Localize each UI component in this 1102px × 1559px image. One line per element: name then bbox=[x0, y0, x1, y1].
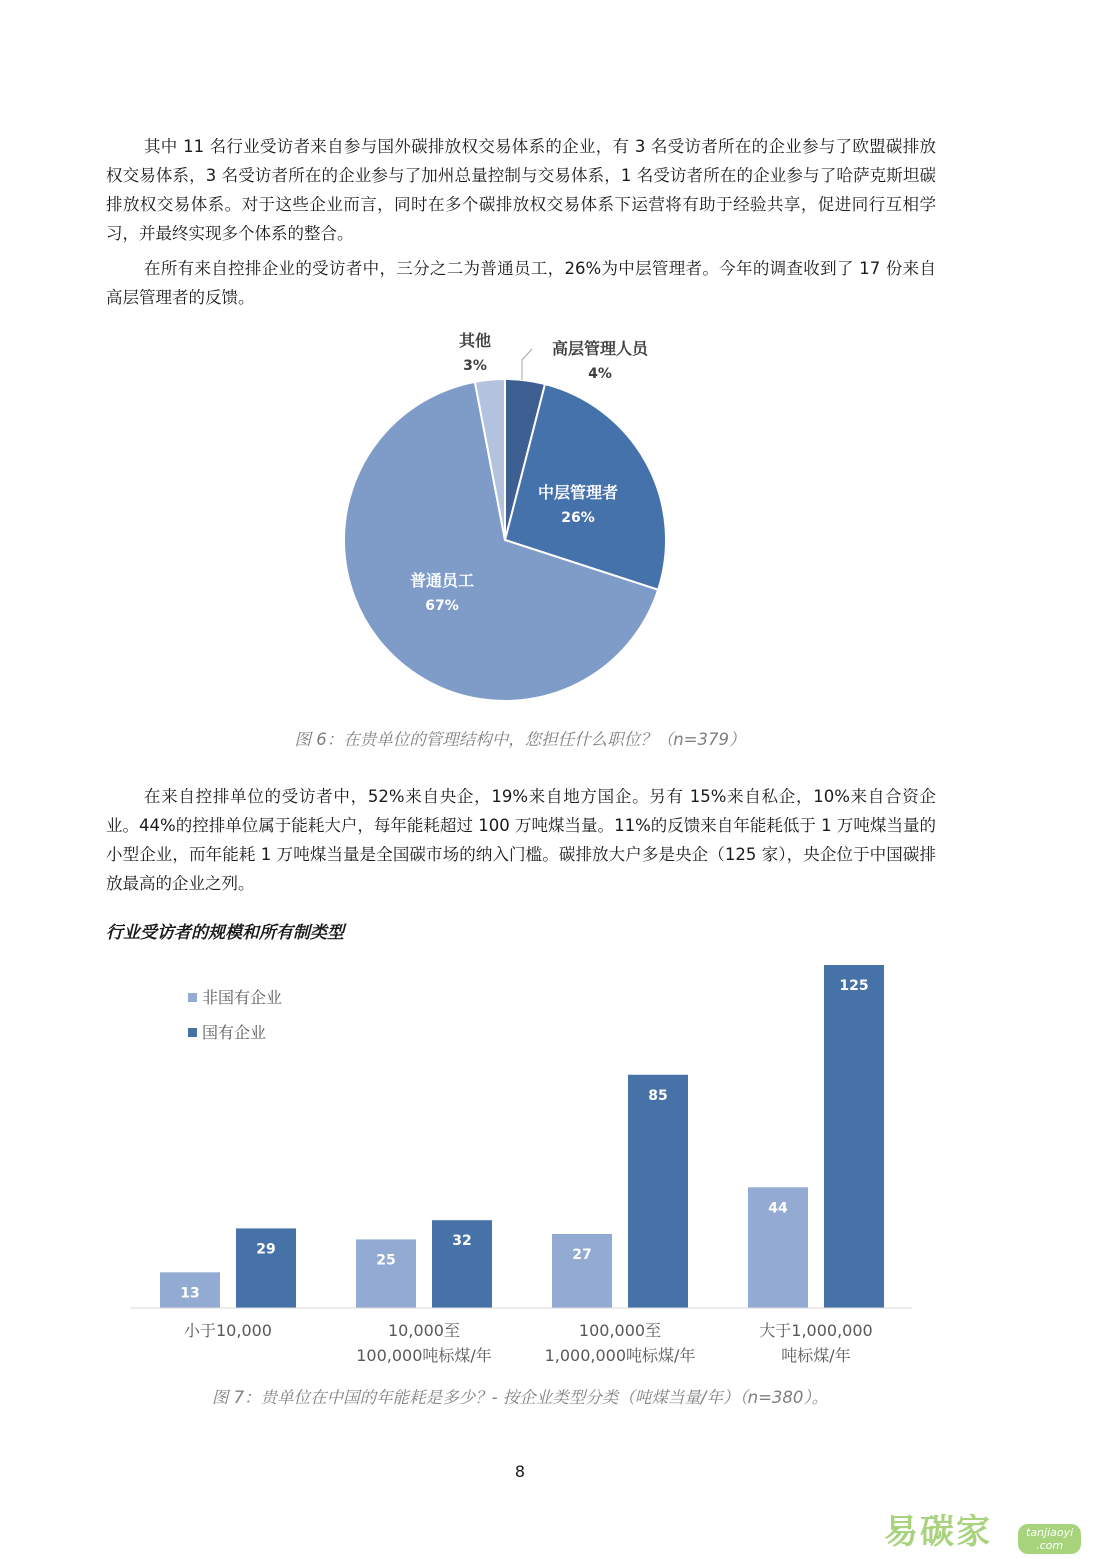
pie-slice-value: 3% bbox=[463, 358, 487, 374]
energy-bar-chart bbox=[100, 950, 930, 1375]
bar-value-label: 29 bbox=[256, 1241, 276, 1258]
watermark-site-line1: tanjiaoyi bbox=[1026, 1526, 1074, 1539]
paragraph-roles: 在所有来自控排企业的受访者中，三分之二为普通员工，26%为中层管理者。今年的调查收到了 17 份来自高层管理者的反馈。 bbox=[106, 259, 936, 307]
pie-leader-line bbox=[522, 349, 532, 380]
watermark-logo bbox=[884, 1504, 1094, 1552]
x-tick-label: 10,000至 bbox=[388, 1321, 460, 1340]
page-number: 8 bbox=[514, 1462, 526, 1481]
bar-value-label: 13 bbox=[180, 1285, 200, 1302]
figure-7-caption: 图 7：贵单位在中国的年能耗是多少？- 按企业类型分类（吨煤当量/年）（n=380）。 bbox=[211, 1388, 829, 1407]
role-pie-chart bbox=[300, 320, 720, 720]
figure-6-caption: 图 6：在贵单位的管理结构中，您担任什么职位？（n=379） bbox=[294, 730, 746, 749]
watermark-site-line2: .com bbox=[1036, 1539, 1064, 1552]
legend-label: 国有企业 bbox=[202, 1023, 267, 1042]
bar bbox=[628, 1075, 688, 1308]
x-tick-label: 100,000至 bbox=[578, 1321, 662, 1340]
bar bbox=[824, 965, 884, 1308]
bar-value-label: 85 bbox=[648, 1087, 668, 1104]
bar-value-label: 27 bbox=[572, 1246, 592, 1263]
bar bbox=[552, 1234, 612, 1308]
x-tick-label: 100,000吨标煤/年 bbox=[356, 1346, 492, 1365]
pie-slice-name: 中层管理者 bbox=[537, 483, 619, 502]
pie-slice-value: 26% bbox=[561, 510, 595, 526]
watermark-brand: 易碳家 bbox=[884, 1512, 992, 1552]
legend-swatch bbox=[188, 1028, 197, 1037]
x-tick-label: 吨标煤/年 bbox=[781, 1346, 851, 1365]
pie-slice-value: 4% bbox=[588, 366, 612, 382]
x-tick-label: 小于10,000 bbox=[184, 1321, 272, 1340]
bar-value-label: 44 bbox=[768, 1200, 788, 1217]
legend-swatch bbox=[188, 993, 197, 1002]
bar-value-label: 32 bbox=[452, 1233, 472, 1250]
pie-slice-name: 普通员工 bbox=[409, 571, 475, 590]
bar-value-label: 125 bbox=[839, 978, 869, 994]
bar-value-label: 25 bbox=[376, 1252, 396, 1269]
pie-slice-name: 高层管理人员 bbox=[551, 339, 649, 358]
bar bbox=[236, 1228, 296, 1308]
paragraph-ownership: 在来自控排单位的受访者中，52%来自央企，19%来自地方国企。另有 15%来自私企，10%来自合资企业。44%的控排单位属于能耗大户，每年能耗超过 100 万吨煤当量。11%的反馈来自年能耗低于 1 万吨煤当量的小型企业，而年能耗 1 万吨煤当量是全国碳市场的纳入门槛。碳排放大户多是央企（125 家），央企位于中国碳排放最高的企业之列。 bbox=[106, 787, 936, 893]
x-tick-label: 1,000,000吨标煤/年 bbox=[544, 1346, 696, 1365]
legend-label: 非国有企业 bbox=[202, 988, 283, 1007]
section-title: 行业受访者的规模和所有制类型 bbox=[106, 923, 344, 943]
bar bbox=[356, 1239, 416, 1308]
paragraph-intro: 其中 11 名行业受访者来自参与国外碳排放权交易体系的企业，有 3 名受访者所在的企业参与了欧盟碳排放权交易体系，3 名受访者所在的企业参与了加州总量控制与交易体系，1 名受访者所在的企业参与了哈萨克斯坦碳排放权交易体系。对于这些企业而言，同时在多个碳排放权交易体系下运营将有助于经验共享，促进同行互相学习，并最终实现多个体系的整合。 bbox=[106, 137, 936, 243]
x-tick-label: 大于1,000,000 bbox=[759, 1321, 873, 1340]
pie-slice-value: 67% bbox=[425, 598, 459, 614]
watermark-site-badge bbox=[1018, 1524, 1081, 1554]
pie-slice-name: 其他 bbox=[458, 331, 492, 350]
